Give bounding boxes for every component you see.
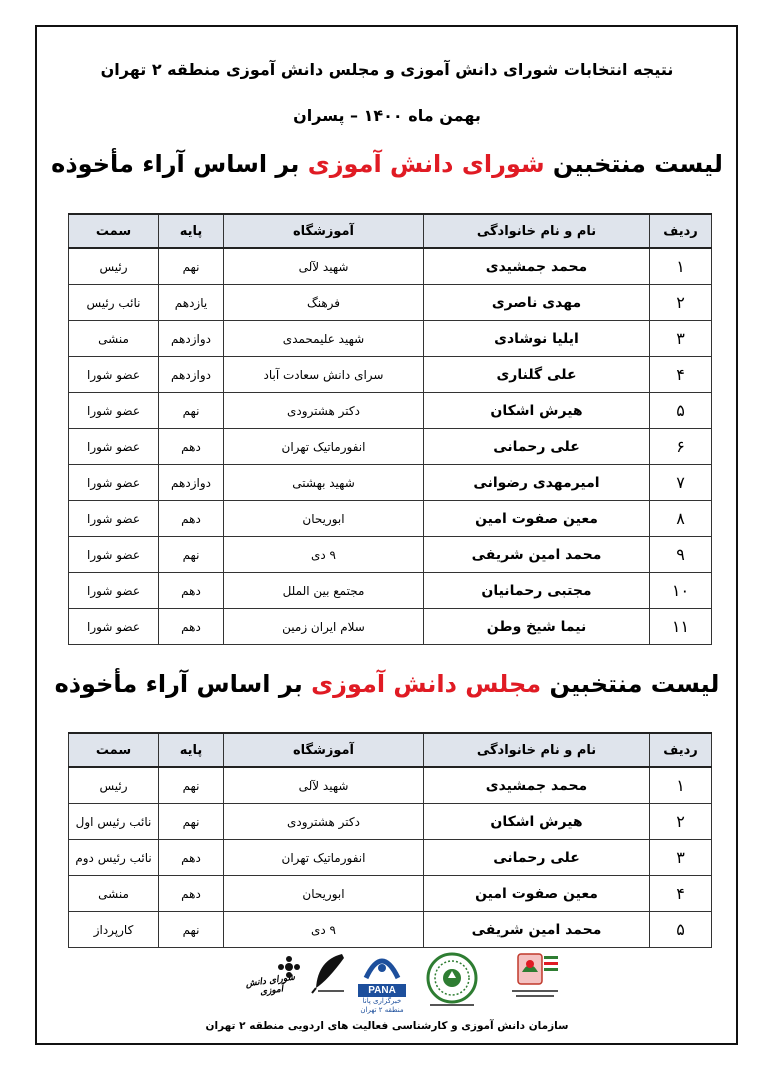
position-cell: نائب رئیس دوم <box>69 840 159 876</box>
student-name-cell: علی گلناری <box>424 357 650 393</box>
heading-prefix: لیست منتخبین <box>549 670 720 698</box>
table-header-row <box>69 733 712 767</box>
student-name-cell: محمد جمشیدی <box>424 767 650 804</box>
student-organization-logo <box>510 950 560 1005</box>
grade-cell: دوازدهم <box>159 465 224 501</box>
council-calligraphy-text: شورای دانش آموزی <box>244 972 296 998</box>
heading-highlight: شورای دانش آموزی <box>307 150 545 178</box>
grade-cell: یازدهم <box>159 285 224 321</box>
table-row <box>69 767 712 804</box>
table-row <box>69 912 712 948</box>
table-row <box>69 248 712 285</box>
row-number-cell: ۶ <box>650 429 712 465</box>
grade-cell: نهم <box>159 537 224 573</box>
position-cell: عضو شورا <box>69 501 159 537</box>
col-position-header: سمت <box>69 733 159 767</box>
grade-cell: نهم <box>159 912 224 948</box>
row-number-cell: ۵ <box>650 393 712 429</box>
pana-region: منطقه ۲ تهران <box>360 1006 404 1014</box>
pana-wordmark: PANA <box>358 984 406 997</box>
document-title: نتیجه انتخابات شورای دانش آموزی و مجلس دانش آموزی منطقه ۲ تهران <box>100 60 674 79</box>
grade-cell: نهم <box>159 804 224 840</box>
position-cell: عضو شورا <box>69 573 159 609</box>
col-grade-header: پایه <box>159 733 224 767</box>
document-subtitle: بهمن ماه ۱۴۰۰ – پسران <box>293 106 481 125</box>
grade-cell: نهم <box>159 393 224 429</box>
row-number-cell: ۵ <box>650 912 712 948</box>
pana-caption: خبرگزاری پانا <box>362 997 402 1005</box>
student-name-cell: مجتبی رحمانیان <box>424 573 650 609</box>
col-school-header: آموزشگاه <box>224 214 424 248</box>
student-name-cell: علی رحمانی <box>424 840 650 876</box>
council-calligraphy-logo <box>240 950 302 1008</box>
quill-logo <box>308 950 350 1008</box>
row-number-cell: ۲ <box>650 804 712 840</box>
row-number-cell: ۱ <box>650 767 712 804</box>
row-number-cell: ۱۱ <box>650 609 712 645</box>
pana-emblem-icon <box>360 950 404 980</box>
grade-cell: دهم <box>159 876 224 912</box>
position-cell: منشی <box>69 876 159 912</box>
logo-strip <box>240 950 560 1012</box>
student-name-cell: مهدی ناصری <box>424 285 650 321</box>
grade-cell: دهم <box>159 501 224 537</box>
school-cell: شهید علیمحمدی <box>224 321 424 357</box>
heading-suffix: بر اساس آراء مأخوذه <box>54 670 303 698</box>
table-row <box>69 501 712 537</box>
pana-logo <box>358 950 406 1012</box>
student-name-cell: نیما شیخ وطن <box>424 609 650 645</box>
table-row <box>69 876 712 912</box>
heading-highlight: مجلس دانش آموزی <box>311 670 542 698</box>
student-name-cell: معین صفوت امین <box>424 501 650 537</box>
school-cell: ابوریحان <box>224 876 424 912</box>
grade-cell: دهم <box>159 840 224 876</box>
school-cell: دکتر هشترودی <box>224 393 424 429</box>
table-row <box>69 573 712 609</box>
school-cell: دکتر هشترودی <box>224 804 424 840</box>
row-number-cell: ۳ <box>650 321 712 357</box>
position-cell: عضو شورا <box>69 393 159 429</box>
school-cell: شهید لآلی <box>224 767 424 804</box>
col-row-header: ردیف <box>650 733 712 767</box>
grade-cell: دوازدهم <box>159 321 224 357</box>
position-cell: عضو شورا <box>69 357 159 393</box>
student-name-cell: محمد امین شریفی <box>424 912 650 948</box>
grade-cell: نهم <box>159 248 224 285</box>
heading-prefix: لیست منتخبین <box>552 150 723 178</box>
student-name-cell: هیرش اشکان <box>424 393 650 429</box>
school-cell: ۹ دی <box>224 912 424 948</box>
col-position-header: سمت <box>69 214 159 248</box>
row-number-cell: ۱ <box>650 248 712 285</box>
parliament-list-heading <box>40 670 734 698</box>
footer-organization: سازمان دانش آموزی و کارشناسی فعالیت های اردویی منطقه ۲ تهران <box>205 1020 569 1032</box>
row-number-cell: ۸ <box>650 501 712 537</box>
student-name-cell: امیرمهدی رضوانی <box>424 465 650 501</box>
school-cell: انفورماتیک تهران <box>224 429 424 465</box>
student-name-cell: معین صفوت امین <box>424 876 650 912</box>
grade-cell: نهم <box>159 767 224 804</box>
student-name-cell: محمد جمشیدی <box>424 248 650 285</box>
row-number-cell: ۷ <box>650 465 712 501</box>
position-cell: نائب رئیس <box>69 285 159 321</box>
table-row <box>69 429 712 465</box>
position-cell: نائب رئیس اول <box>69 804 159 840</box>
parliament-table <box>68 732 712 948</box>
table-row <box>69 840 712 876</box>
table-row <box>69 393 712 429</box>
col-grade-header: پایه <box>159 214 224 248</box>
student-name-cell: ایلیا نوشادی <box>424 321 650 357</box>
row-number-cell: ۱۰ <box>650 573 712 609</box>
position-cell: عضو شورا <box>69 429 159 465</box>
school-cell: ابوریحان <box>224 501 424 537</box>
school-cell: انفورماتیک تهران <box>224 840 424 876</box>
table-header-row <box>69 214 712 248</box>
school-cell: شهید لآلی <box>224 248 424 285</box>
table-row <box>69 804 712 840</box>
col-school-header: آموزشگاه <box>224 733 424 767</box>
grade-cell: دهم <box>159 573 224 609</box>
position-cell: عضو شورا <box>69 537 159 573</box>
row-number-cell: ۳ <box>650 840 712 876</box>
table-row <box>69 285 712 321</box>
grade-cell: دهم <box>159 429 224 465</box>
row-number-cell: ۴ <box>650 876 712 912</box>
council-list-heading <box>40 150 734 178</box>
col-name-header: نام و نام خانوادگی <box>424 733 650 767</box>
school-cell: سلام ایران زمین <box>224 609 424 645</box>
student-name-cell: هیرش اشکان <box>424 804 650 840</box>
row-number-cell: ۲ <box>650 285 712 321</box>
student-name-cell: علی رحمانی <box>424 429 650 465</box>
region-seal-logo <box>422 950 482 1010</box>
col-name-header: نام و نام خانوادگی <box>424 214 650 248</box>
position-cell: کارپرداز <box>69 912 159 948</box>
row-number-cell: ۹ <box>650 537 712 573</box>
school-cell: سرای دانش سعادت آباد <box>224 357 424 393</box>
table-row <box>69 321 712 357</box>
council-table <box>68 213 712 645</box>
position-cell: عضو شورا <box>69 465 159 501</box>
table-row <box>69 357 712 393</box>
position-cell: منشی <box>69 321 159 357</box>
school-cell: ۹ دی <box>224 537 424 573</box>
school-cell: شهید بهشتی <box>224 465 424 501</box>
col-row-header: ردیف <box>650 214 712 248</box>
grade-cell: دوازدهم <box>159 357 224 393</box>
row-number-cell: ۴ <box>650 357 712 393</box>
heading-suffix: بر اساس آراء مأخوذه <box>51 150 300 178</box>
position-cell: رئیس <box>69 767 159 804</box>
school-cell: مجتمع بین الملل <box>224 573 424 609</box>
table-row <box>69 609 712 645</box>
position-cell: عضو شورا <box>69 609 159 645</box>
grade-cell: دهم <box>159 609 224 645</box>
table-row <box>69 537 712 573</box>
school-cell: فرهنگ <box>224 285 424 321</box>
position-cell: رئیس <box>69 248 159 285</box>
student-name-cell: محمد امین شریفی <box>424 537 650 573</box>
table-row <box>69 465 712 501</box>
